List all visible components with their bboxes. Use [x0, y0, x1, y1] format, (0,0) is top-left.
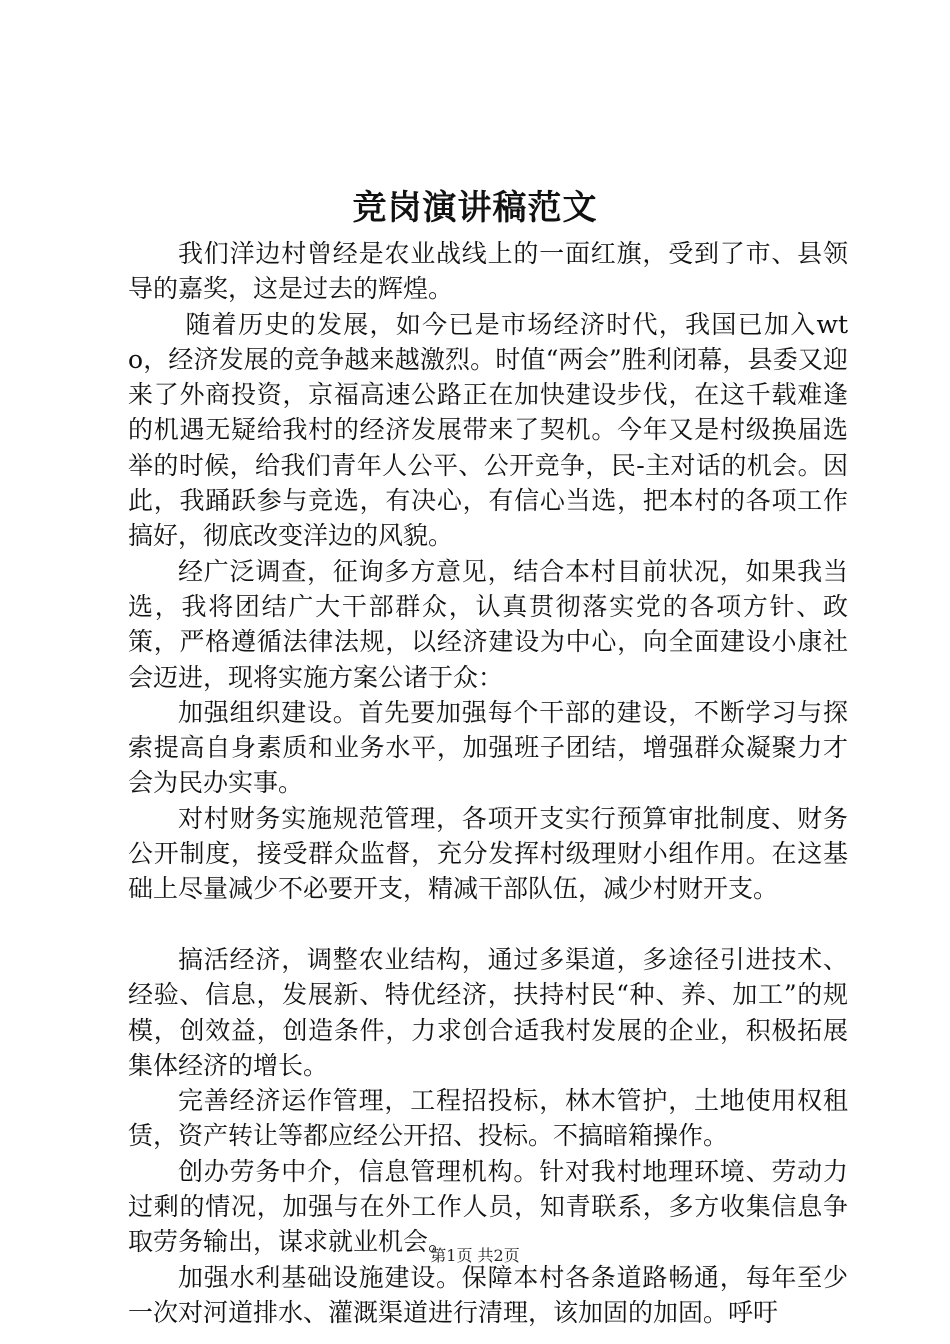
paragraph-8: 创办劳务中介，信息管理机构。针对我村地理环境、劳动力过剩的情况，加强与在外工作人员，知青联系，多方收集信息争取劳务输出，谋求就业机会。: [128, 1156, 848, 1257]
paragraph-3: 经广泛调查，征询多方意见，结合本村目前状况，如果我当选，我将团结广大干部群众，认真贯彻落实党的各项方针、政策，严格遵循法律法规，以经济建设为中心，向全面建设小康社会迈进，现将实施方案公诸于众：: [128, 556, 848, 692]
document-body: [128, 236, 848, 1330]
paragraph-4: 加强组织建设。首先要加强每个干部的建设，不断学习与探索提高自身素质和业务水平，加强班子团结，增强群众凝聚力才会为民办实事。: [128, 697, 848, 798]
paragraph-2: 随着历史的发展，如今已是市场经济时代，我国已加入wto，经济发展的竞争越来越激烈。时值“两会”胜利闭幕，县委又迎来了外商投资，京福高速公路正在加快建设步伐，在这千载难逢的机遇无疑给我村的经济发展带来了契机。今年又是村级换届选举的时候，给我们青年人公平、公开竞争，民-主对话的机会。因此，我踊跃参与竞选，有决心，有信心当选，把本村的各项工作搞好，彻底改变洋边的风貌。: [128, 309, 848, 551]
paragraph-5: 对村财务实施规范管理，各项开支实行预算审批制度、财务公开制度，接受群众监督，充分发挥村级理财小组作用。在这基础上尽量减少不必要开支，精减干部队伍，减少村财开支。: [128, 803, 848, 904]
paragraph-7: 完善经济运作管理，工程招投标，林木管护，土地使用权租赁，资产转让等都应经公开招、投标。不搞暗箱操作。: [128, 1086, 848, 1151]
paragraph-9: 加强水利基础设施建设。保障本村各条道路畅通，每年至少一次对河道排水、灌溉渠道进行清理，该加固的加固。呼吁: [128, 1262, 848, 1327]
blank-line: [128, 907, 848, 942]
page-number-footer: 第1页 共2页: [430, 1246, 520, 1265]
document-title: 竞岗演讲稿范文: [352, 188, 598, 228]
paragraph-6: 搞活经济，调整农业结构，通过多渠道，多途径引进技术、经验、信息，发展新、特优经济，扶持村民“种、养、加工”的规模，创效益，创造条件，力求创合适我村发展的企业，积极拓展集体经济的增长。: [128, 944, 848, 1080]
paragraph-1: 我们洋边村曾经是农业战线上的一面红旗，受到了市、县领导的嘉奖，这是过去的辉煌。: [128, 239, 848, 304]
